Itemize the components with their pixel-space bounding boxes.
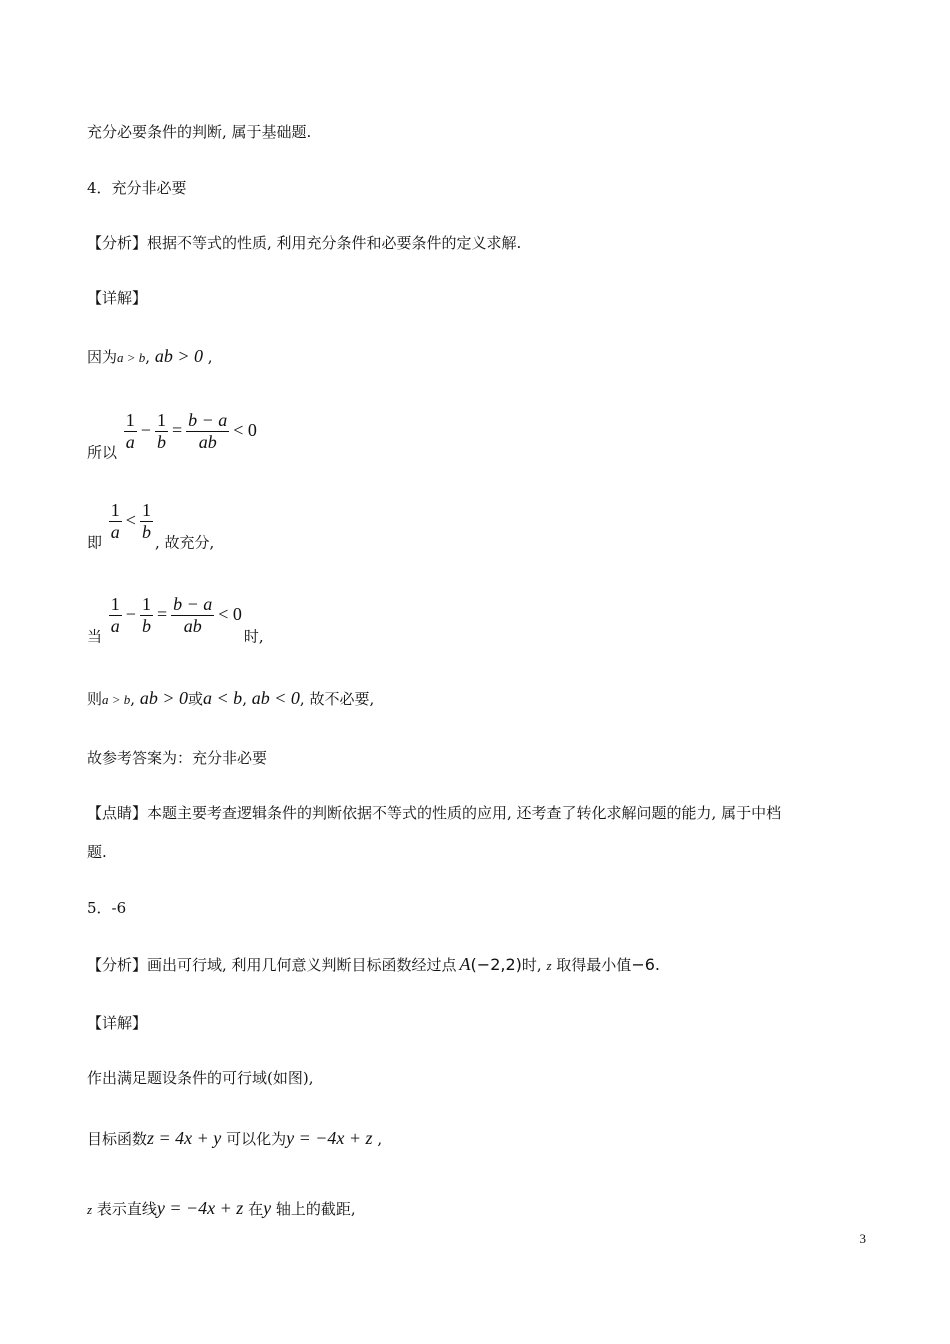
answer-4: 4．充分非必要 <box>87 179 187 197</box>
line-therefore: 所以 $\frac{1}{a}$ − $\frac{1}{b}$ = $\frac{b - a}{ab}$ < 0 <box>87 410 257 462</box>
detail-heading-4: 【详解】 <box>87 289 148 307</box>
analysis-5: 【分析】画出可行域, 利用几何意义判断目标函数经过点 A(−2,2)时, z 取得最小值−6. <box>87 954 660 974</box>
fraction-1-over-b: $\frac{1}{b}$ <box>156 410 166 452</box>
line-namely: 即 $\frac{1}{a}$ < $\frac{1}{b}$ , 故充分, <box>87 500 215 552</box>
fraction-b-minus-a-over-ab: $\frac{b - a}{ab}$ <box>188 410 228 452</box>
line-feasible-region: 作出满足题设条件的可行域(如图), <box>87 1069 314 1087</box>
detail-heading-5: 【详解】 <box>87 1014 148 1032</box>
answer-5: 5．-6 <box>87 899 127 917</box>
page-number: 3 <box>859 1231 866 1246</box>
analysis-4: 【分析】根据不等式的性质, 利用充分条件和必要条件的定义求解. <box>87 234 522 252</box>
remark-4: 【点睛】本题主要考查逻辑条件的判断依据不等式的性质的应用, 还考查了转化求解问题的能力, 属于中档 <box>87 804 782 822</box>
line-when: 当 $\frac{1}{a}$ − $\frac{1}{b}$ = $\frac{b - a}{ab}$ < 0时, <box>87 594 264 646</box>
final-answer-4: 故参考答案为：充分非必要 <box>87 749 268 767</box>
line-1: 充分必要条件的判断, 属于基础题. <box>87 123 312 141</box>
fraction-1-over-a: $\frac{1}{a}$ <box>125 410 135 452</box>
line-intercept: z 表示直线y = −4x + z 在y 轴上的截距, <box>87 1198 356 1218</box>
line-objective: 目标函数z = 4x + y 可以化为y = −4x + z , <box>87 1128 383 1148</box>
remark-4-cont: 题. <box>87 843 107 861</box>
line-because: 因为a > b, ab > 0 , <box>87 346 213 366</box>
line-then: 则a > b, ab > 0或a < b, ab < 0, 故不必要, <box>87 688 375 708</box>
